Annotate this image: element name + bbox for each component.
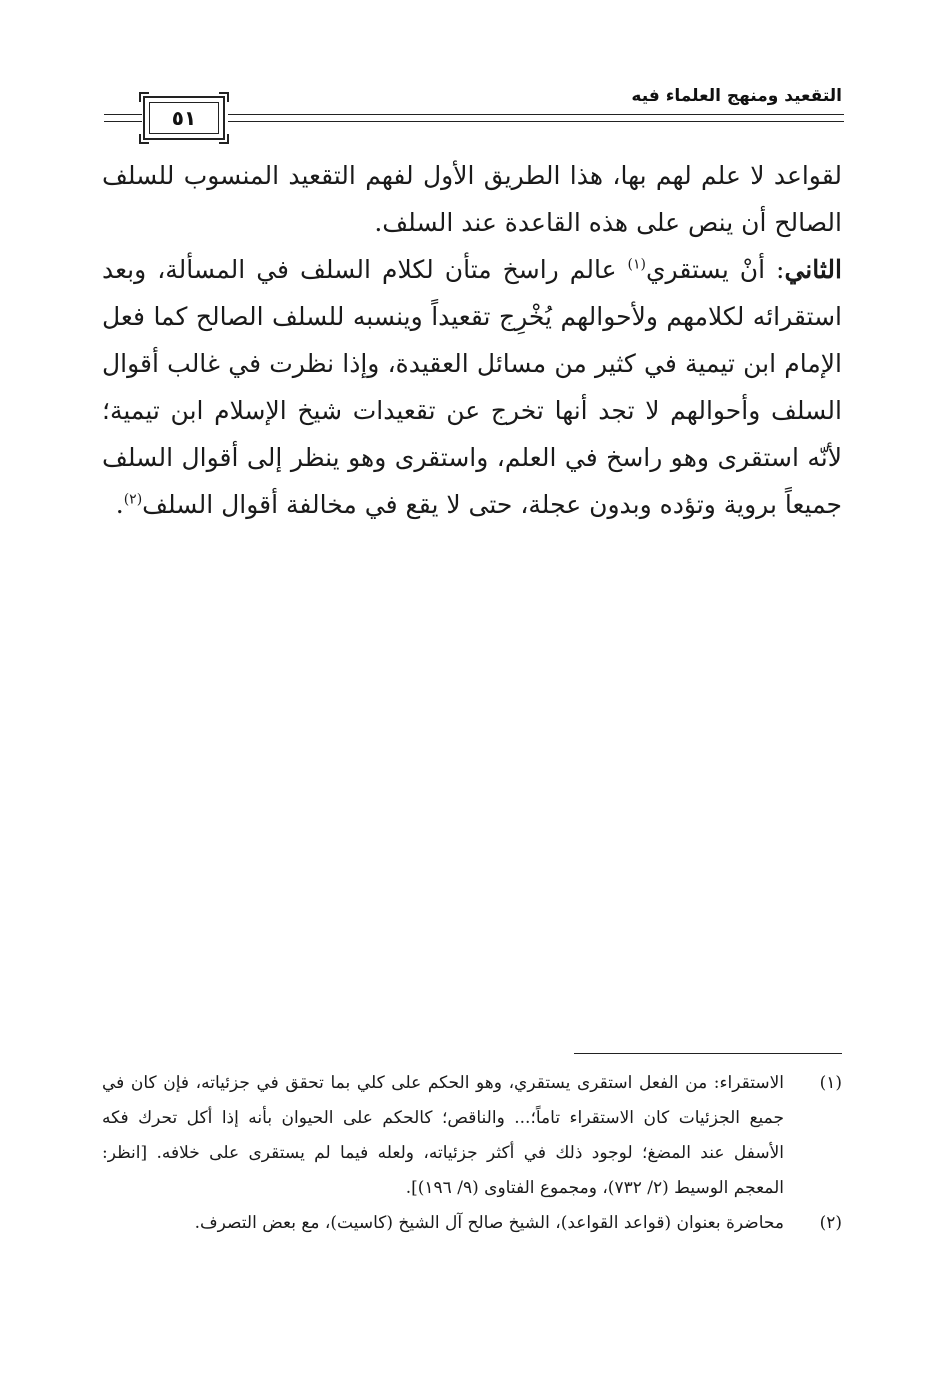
footnote-ref-2[interactable]: (٢): [123, 491, 143, 508]
paragraph-2-label: الثاني: [784, 255, 842, 284]
footnote-separator: [574, 1053, 842, 1054]
footnote-2: [102, 1206, 842, 1241]
footnote-number: (١): [819, 1073, 842, 1093]
header-rule-left: [104, 114, 142, 122]
footnotes: [102, 1066, 842, 1241]
paragraph-2: [102, 246, 842, 528]
running-title: التقعيد ومنهج العلماء فيه: [631, 86, 842, 106]
paragraph-2-end: .: [115, 490, 124, 519]
footnote-number: (٢): [819, 1213, 842, 1233]
footnote-ref-1[interactable]: (١): [627, 256, 646, 273]
page-number: ٥١: [171, 106, 197, 130]
frame-corner-ornament: [139, 92, 149, 102]
footnote-text: الاستقراء: من الفعل استقرى يستقري، وهو الحكم على كلي بما تحقق في جزئياته، فإن كان في جميع الجزئيات كان الاستقراء تاماً؛... والناقص؛ كالحكم على الحيوان بأنه إذا أكل تحرك فكه الأسفل عند المضغ؛ لوجود ذلك في أكثر جزئياته، ولعله فيما لم يستقرى على خلافه. [انظر: المعجم الوسيط (٢/ ٧٣٢)، ومجموع الفتاوى (٩/ ١٩٦)].: [102, 1073, 784, 1198]
main-text: [102, 152, 842, 528]
paragraph-2-text: عالم راسخ متأن لكلام السلف في المسألة، وبعد استقرائه لكلامهم ولأحوالهم يُخْرِج تقعيداً وينسبه للسلف الصالح كما فعل الإمام ابن تيمية في كثير من مسائل العقيدة، وإذا نظرت في غالب أقوال السلف وأحوالهم لا تجد أنها تخرج عن تقعيدات شيخ الإسلام ابن تيمية؛ لأنّه استقرى وهو راسخ في العلم، واستقرى وهو ينظر إلى أقوال السلف جميعاً بروية وتؤده وبدون عجلة، حتى لا يقع في مخالفة أقوال السلف: [102, 255, 842, 519]
paragraph-2-lead: : أنْ يستقري: [645, 255, 785, 284]
frame-corner-ornament: [219, 92, 229, 102]
footnote-1: [102, 1066, 842, 1206]
frame-corner-ornament: [139, 134, 149, 144]
header-rule-right: [228, 114, 844, 122]
footnote-text: محاضرة بعنوان (قواعد القواعد)، الشيخ صالح آل الشيخ (كاسيت)، مع بعض التصرف.: [194, 1213, 784, 1233]
paragraph-1: لقواعد لا علم لهم بها، هذا الطريق الأول لفهم التقعيد المنسوب للسلف الصالح أن ينص على هذه القاعدة عند السلف.: [102, 161, 842, 237]
frame-corner-ornament: [219, 134, 229, 144]
page-number-frame: [143, 96, 225, 140]
